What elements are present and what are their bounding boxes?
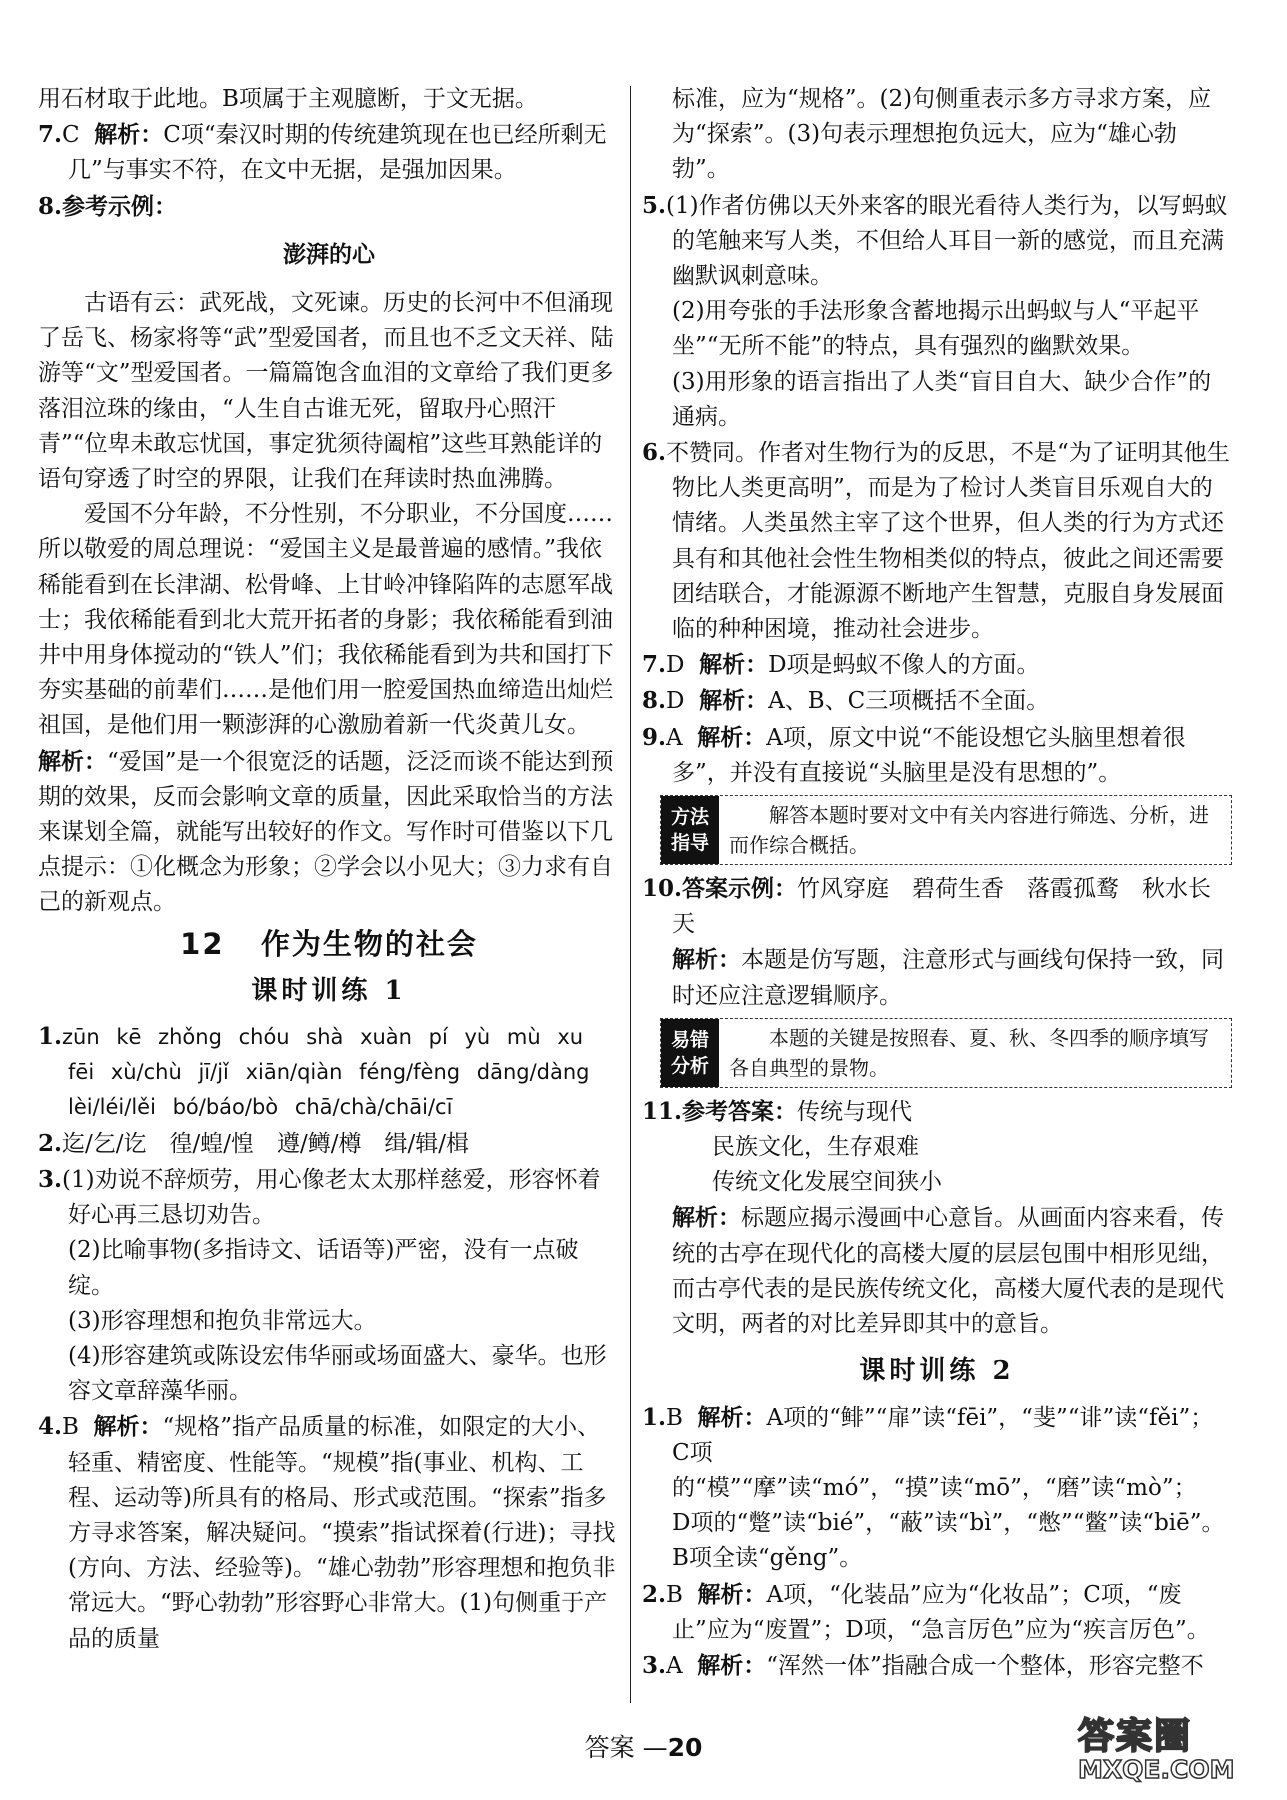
item-number: 3.: [642, 1651, 667, 1679]
watermark-logo: 答案圈: [1078, 1716, 1193, 1757]
essay-paragraph-1: 古语有云：武死战，文死谏。历史的长河中不但涌现了岳飞、杨家将等“武”型爱国者，而且也不乏文天祥、陆游等“文”型爱国者。一篇篇饱含血泪的文章给了我们更多落泪泣珠的缘由，“人生自古谁无死，留取丹心照汗青”“位卑未敢忘忧国，事定犹须待阖棺”这些耳熟能详的语句穿透了时空的界限，让我们在拜读时热血沸腾。: [38, 290, 614, 493]
sub-answer-2: (2)用夸张的手法形象含蓄地揭示出蚂蚁与人“平起平坐”“无所不能”的特点，具有强烈的幽默效果。: [672, 298, 1200, 360]
answer-choice: D: [666, 688, 685, 715]
method-tip-text: 解答本题时要对文中有关内容进行筛选、分析，进而作综合概括。: [729, 803, 1209, 858]
essay-paragraph-2: 爱国不分年龄，不分性别，不分职业，不分国度……所以敬爱的周总理说：“爱国主义是最普遍的感情。”我依稀能看到在长津湖、松骨峰、上甘岭冲锋陷阵的志愿军战士；我依稀能看到北大荒开拓者的身影；我依稀能看到油井中用身体搅动的“铁人”们；我依稀能看到为共和国打下夯实基础的前辈们……是他们用一腔爱国热血缔造出灿烂祖国，是他们用一颗澎湃的心激励着新一代炎黄儿女。: [38, 501, 614, 739]
error-tip-text: 本题的关键是按照春、夏、秋、冬四季的顺序填写各自典型的景物。: [729, 1025, 1209, 1080]
s2-answer-item-1: [642, 1400, 1232, 1436]
answer-item-9: [642, 720, 1232, 791]
analysis-line-2: C项的“模”“摩”读“mó”，“摸”读“mō”，“磨”读“mò”；: [672, 1439, 1197, 1501]
analysis-label: 解析：: [672, 946, 741, 974]
analysis-label: 解析：: [697, 723, 767, 751]
item-number: 7.: [642, 651, 667, 679]
answer-choice: A: [666, 724, 683, 751]
analysis-line-1: A项的“鲱”“扉”读“fēi”，“斐”“诽”读“fěi”；: [766, 1404, 1214, 1431]
chapter-number: 12: [180, 926, 225, 961]
analysis-label: 解析：: [697, 1651, 767, 1679]
method-tip-box: [660, 795, 1232, 865]
character-answers: 迄/乞/讫 徨/蝗/惶 遵/鳟/樽 缉/辑/楫: [62, 1130, 470, 1157]
analysis-line-3: D项的“蹩”读“bié”，“蔽”读“bì”，“憋”“鳖”读“biē”。: [672, 1510, 1225, 1537]
answer-item-5: [642, 188, 1232, 295]
error-tip-box: [660, 1018, 1232, 1088]
sample-label: 参考示例：: [62, 192, 178, 220]
watermark-url: MXQE.COM: [1078, 1755, 1235, 1784]
answer-choice: B: [62, 1414, 79, 1441]
pinyin-answers: zūn kē zhǒng chóu shà xuàn pí yù mù xu fēi xù/chù jī/jǐ xiān/qiàn féng/fèng dāng/dàng lèi/léi/lěi bó/báo/bò chā/chà/chāi/cī: [62, 1025, 590, 1120]
answer-item-7: [642, 647, 1232, 683]
tip-label-line-2: 指导: [670, 832, 709, 855]
answer-item-6: [642, 435, 1232, 647]
analysis-label: 解析：: [94, 121, 164, 149]
sub-answer-2: (2)比喻事物(多指诗文、话语等)严密，没有一点破绽。: [68, 1237, 579, 1299]
answer-choice: B: [666, 1404, 683, 1431]
analysis-label: 解析：: [699, 651, 769, 679]
answer-text: 不赞同。作者对生物行为的反思，不是“为了证明其他生物比人类更高明”，而是为了检讨人类盲目乐观自大的情绪。人类虽然主宰了这个世界，但人类的行为方式还具有和其他社会性生物相类似的特点，彼此之间还需要团结联合，才能源源不断地产生智慧，克服自身发展面临的种种困境，推动社会进步。: [666, 440, 1230, 643]
item-number: 1.: [38, 1023, 63, 1051]
left-column: [38, 82, 620, 1657]
item-number: 10.: [642, 875, 683, 903]
method-tip-label: [661, 796, 719, 864]
chapter-title: 作为生物的社会: [260, 926, 478, 961]
analysis-label: 解析：: [93, 1413, 163, 1441]
tip-label-line-2: 分析: [670, 1054, 709, 1077]
item-number: 1.: [642, 1403, 667, 1431]
right-column: [642, 82, 1232, 1684]
sample-text: 竹风穿庭 碧荷生香 落霞孤鹜 秋水长天: [672, 876, 1212, 938]
answer-item-11: [642, 1094, 1232, 1130]
analysis-label: 解析：: [699, 687, 769, 715]
continued-line: 标准，应为“规格”。(2)句侧重表示多方寻求方案，应为“探索”。(3)句表示理想抱负远大，应为“雄心勃勃”。: [672, 86, 1212, 183]
answer-item-3: [38, 1162, 620, 1233]
answer-item-4: [38, 1409, 620, 1656]
s2-answer-item-2: [642, 1577, 1232, 1648]
analysis-text: D项是蚂蚁不像人的方面。: [768, 652, 1040, 679]
answer-item-2: [38, 1126, 620, 1162]
s2-answer-item-3: [642, 1648, 1232, 1684]
answer-item-8: [38, 189, 620, 225]
analysis-text: A、B、C三项概括不全面。: [768, 688, 1050, 715]
answer-line-3: 传统文化发展空间狭小: [712, 1169, 942, 1196]
sub-answer-3: (3)形容理想和抱负非常远大。: [68, 1307, 377, 1334]
section-title-2: 课时训练 2: [859, 1356, 1015, 1387]
column-divider: [630, 86, 631, 1703]
answer-choice: A: [666, 1652, 683, 1679]
analysis-text: 标题应揭示漫画中心意旨。从画面内容来看，传统的古亭在现代化的高楼大厦的层层包围中相形见绌，而古亭代表的是民族传统文化，高楼大厦代表的是现代文明，两者的对比差异即其中的意旨。: [672, 1205, 1224, 1338]
item-number: 7.: [38, 121, 63, 149]
reference-label: 参考答案：: [682, 1097, 798, 1125]
analysis-label: 解析：: [38, 747, 107, 775]
analysis-text: A项，原文中说“不能设想它头脑里想着很多”，并没有直接说“头脑里是没有思想的”。: [672, 724, 1186, 786]
analysis-text: “浑然一体”指融合成一个整体，形容完整不: [766, 1652, 1204, 1679]
answer-choice: D: [666, 652, 685, 679]
sub-answer-1: (1)劝说不辞烦劳，用心像老太太那样慈爱，形容怀着好心再三恳切劝告。: [62, 1166, 601, 1229]
analysis-text: 本题是仿写题，注意形式与画线句保持一致，同时还应注意逻辑顺序。: [672, 947, 1224, 1009]
analysis-line-4: B项全读“gěng”。: [672, 1545, 863, 1572]
item-number: 4.: [38, 1413, 63, 1441]
site-watermark: [1078, 1708, 1268, 1790]
analysis-text: “规格”指产品质量的标准，如限定的大小、轻重、精密度、性能等。“规模”指(事业、机构、工程、运动等)所具有的格局、形式或范围。“探索”指多方寻求答案，解决疑问。“摸索”指试探着(行进)；寻找(方向、方法、经验等)。“雄心勃勃”形容理想和抱负非常远大。“野心勃勃”形容野心非常大。(1)句侧重于产品的质量: [68, 1414, 616, 1652]
answer-item-8: [642, 683, 1232, 719]
answer-line-1: 传统与现代: [797, 1098, 913, 1125]
analysis-label: 解析：: [697, 1580, 767, 1608]
sample-label: 答案示例：: [682, 875, 798, 903]
answer-10-analysis: [642, 942, 1232, 1013]
answer-item-7: [38, 117, 620, 188]
item-number: 9.: [642, 723, 667, 751]
footer-label: 答案: [584, 1733, 635, 1762]
item-number: 8.: [642, 687, 667, 715]
answer-item-1: [38, 1019, 620, 1126]
answer-11-analysis: [642, 1200, 1232, 1342]
analysis-text: C项“秦汉时期的传统建筑现在也已经所剩无几”与事实不符，在文中无据，是强加因果。: [68, 122, 607, 184]
continued-line: 用石材取于此地。B项属于主观臆断，于文无据。: [38, 86, 538, 112]
page-number: 20: [667, 1733, 703, 1762]
item-number: 5.: [642, 191, 667, 219]
section-title-1: 课时训练 1: [251, 975, 407, 1006]
item-number: 11.: [642, 1097, 683, 1125]
essay-title: 澎湃的心: [283, 240, 375, 268]
answer-item-10: [642, 871, 1232, 942]
error-tip-label: [661, 1019, 719, 1087]
analysis-label: 解析：: [697, 1403, 767, 1431]
answer-choice: C: [62, 122, 80, 149]
analysis-text: A项，“化装品”应为“化妆品”；C项，“废止”应为“废置”；D项，“急言厉色”应为“疾言厉色”。: [672, 1581, 1210, 1643]
analysis-label: 解析：: [672, 1204, 741, 1232]
item-number: 3.: [38, 1165, 63, 1193]
sub-answer-4: (4)形容建筑或陈设宏伟华丽或场面盛大、豪华。也形容文章辞藻华丽。: [68, 1342, 607, 1405]
answer-choice: B: [666, 1581, 683, 1608]
chapter-heading: [38, 927, 620, 962]
item-number: 6.: [642, 439, 667, 467]
analysis-text: “爱国”是一个很宽泛的话题，泛泛而谈不能达到预期的效果，反而会影响文章的质量，因此采取恰当的方法来谋划全篇，就能写出较好的作文。写作时可借鉴以下几点提示：①化概念为形象；②学会以小见大；③力求有自己的新观点。: [38, 748, 614, 916]
answer-line-2: 民族文化，生存艰难: [712, 1134, 919, 1161]
tip-label-line-1: 易错: [670, 1028, 709, 1051]
footer-dash: —: [642, 1733, 668, 1762]
tip-label-line-1: 方法: [670, 806, 709, 829]
sub-answer-1: (1)作者仿佛以天外来客的眼光看待人类行为，以写蚂蚁的笔触来写人类，不但给人耳目一新的感觉，而且充满幽默讽刺意味。: [666, 192, 1228, 290]
item-number: 2.: [642, 1580, 667, 1608]
essay-analysis: [38, 744, 620, 921]
sub-answer-3: (3)用形象的语言指出了人类“盲目自大、缺少合作”的通病。: [672, 368, 1212, 430]
item-number: 8.: [38, 192, 63, 220]
item-number: 2.: [38, 1129, 63, 1157]
